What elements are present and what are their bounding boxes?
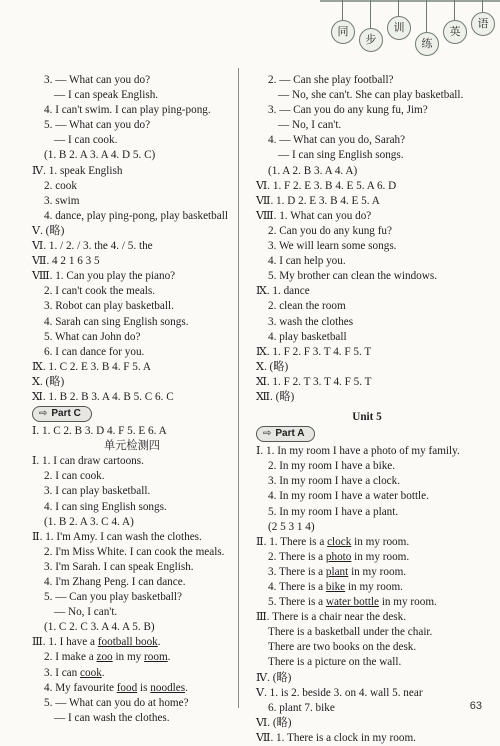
answer-line: Ⅰ. 1. In my room I have a photo of my family. xyxy=(256,445,460,458)
text: . xyxy=(157,636,161,649)
header-line xyxy=(320,0,500,2)
answer-line: 2. I'm Miss White. I can cook the meals. xyxy=(44,545,225,558)
answer-line: (1. B 2. A 3. A 4. D 5. C) xyxy=(44,149,156,162)
header-stem xyxy=(342,0,343,20)
text: Ⅱ. 1. There is a xyxy=(256,535,328,548)
answer-line xyxy=(256,595,478,610)
answer-line: — I can wash the clothes. xyxy=(54,711,170,724)
answer-line: 2. — Can she play football? xyxy=(268,74,394,86)
answer-line: (1. C 2. C 3. A 4. A 5. B) xyxy=(44,621,155,634)
answer-line: Ⅺ. 1. B 2. B 3. A 4. B 5. C 6. C xyxy=(32,390,174,403)
answer-line: 4. I can sing English songs. xyxy=(44,500,167,513)
answer-line: Ⅺ. 1. F 2. T 3. T 4. F 5. T xyxy=(256,375,372,388)
answer-line: Ⅰ. 1. C 2. B 3. D 4. F 5. E 6. A xyxy=(32,425,167,438)
answer-line: 4. Sarah can sing English songs. xyxy=(44,315,189,328)
header-char-1: 同 xyxy=(331,20,355,44)
answer-line: 5. — What can you do? xyxy=(44,119,151,132)
underlined-answer: bike xyxy=(325,581,346,593)
answer-line: 2. cook xyxy=(44,179,77,192)
header-char-6: 语 xyxy=(471,12,495,36)
answer-line: 2. I can't cook the meals. xyxy=(44,285,156,298)
answer-line: 6. plant 7. bike xyxy=(268,701,335,714)
answer-line: — I can sing English songs. xyxy=(278,149,404,162)
answer-line: — No, I can't. xyxy=(54,606,118,619)
answer-line: Ⅻ. (略) xyxy=(256,390,295,403)
right-answer-list xyxy=(256,73,478,405)
header-char-3: 训 xyxy=(387,16,411,40)
answer-line: 5. In my room I have a plant. xyxy=(268,505,399,518)
text: in my room. xyxy=(379,596,437,609)
answer-line: — I can speak English. xyxy=(54,89,159,102)
underlined-answer: zoo xyxy=(96,651,113,664)
answer-line: Ⅳ. (略) xyxy=(256,671,292,684)
text: 3. I can xyxy=(44,666,81,679)
answer-line: 4. I can't swim. I can play ping-pong. xyxy=(44,104,211,117)
section-heading: 单元检测四 xyxy=(104,440,160,453)
answer-line: Ⅴ. 1. is 2. beside 3. on 4. wall 5. near xyxy=(256,686,423,699)
answer-line: 4. In my room I have a water bottle. xyxy=(268,490,429,503)
answer-line: There is a basketball under the chair. xyxy=(268,626,433,639)
answer-line: Ⅳ. 1. speak English xyxy=(32,164,123,177)
part-c-text: Part C xyxy=(51,408,81,420)
answer-line: 3. In my room I have a clock. xyxy=(268,475,401,488)
arrow-right-icon: ⇨ xyxy=(39,408,48,420)
text: 5. There is a xyxy=(268,596,326,609)
left-answer-list xyxy=(32,73,232,405)
answer-line: 5. — Can you play basketball? xyxy=(44,591,182,604)
answer-line: 2. In my room I have a bike. xyxy=(268,460,396,473)
page-number-text: 63 xyxy=(469,700,482,712)
text: . xyxy=(185,681,188,694)
answer-line: Ⅵ. 1. / 2. / 3. the 4. / 5. the xyxy=(32,240,153,253)
answer-line: 3. — Can you do any kung fu, Jim? xyxy=(268,104,428,117)
part-a-text: Part A xyxy=(275,428,305,440)
right-answer-list-2 xyxy=(256,444,478,535)
text: in my room. xyxy=(345,581,403,593)
answer-line: Ⅶ. 1. There is a clock in my room. xyxy=(256,731,416,744)
header-stem xyxy=(398,0,399,16)
answer-line: There are two books on the desk. xyxy=(268,641,417,654)
text: 2. I make a xyxy=(44,651,97,664)
answer-line: There is a picture on the wall. xyxy=(268,656,402,669)
header-char-5: 英 xyxy=(443,20,467,44)
header-stem xyxy=(370,0,371,28)
answer-line: — No, I can't. xyxy=(278,119,342,132)
answer-line: 5. What can John do? xyxy=(44,330,141,343)
arrow-right-icon: ⇨ xyxy=(263,428,272,440)
text: is xyxy=(137,681,151,694)
text: . xyxy=(101,666,105,679)
underlined-answer: football book xyxy=(97,636,158,649)
answer-line: Ⅵ. (略) xyxy=(256,716,292,729)
underlined-answer: cook xyxy=(80,666,102,679)
text: in my xyxy=(112,651,145,664)
answer-line: 3. We will learn some songs. xyxy=(268,240,397,253)
answer-line: (2 5 3 1 4) xyxy=(268,520,315,533)
answer-line xyxy=(256,565,478,580)
answer-line: Ⅹ. (略) xyxy=(32,375,65,388)
underlined-answer: clock xyxy=(327,535,352,548)
answer-line: 3. I can play basketball. xyxy=(44,485,151,498)
underlined-answer: noodles xyxy=(150,681,186,694)
header-char-4: 练 xyxy=(415,32,439,56)
header-char-2: 步 xyxy=(359,28,383,52)
text: 4. There is a xyxy=(268,581,326,593)
answer-line: Ⅰ. 1. I can draw cartoons. xyxy=(32,455,144,468)
answer-line: (1. A 2. B 3. A 4. A) xyxy=(268,164,358,177)
answer-line: 2. Can you do any kung fu? xyxy=(268,224,392,237)
answer-line: Ⅷ. 1. Can you play the piano? xyxy=(32,270,176,283)
text: in my room. xyxy=(351,535,410,548)
page-number xyxy=(436,700,482,728)
answer-line: Ⅷ. 1. What can you do? xyxy=(256,209,372,222)
header-stem xyxy=(454,0,455,20)
right-column xyxy=(256,73,478,746)
answer-line: — No, she can't. She can play basketball. xyxy=(278,89,464,102)
answer-line: 4. dance, play ping-pong, play basketball xyxy=(44,209,228,222)
answer-line: Ⅸ. 1. F 2. F 3. T 4. F 5. T xyxy=(256,345,372,358)
header-stem xyxy=(426,0,427,32)
answer-line: 2. clean the room xyxy=(268,300,346,313)
text: in my room. xyxy=(351,550,410,563)
answer-line: Ⅴ. (略) xyxy=(32,224,65,237)
answer-line xyxy=(32,666,232,681)
answer-line: 3. Robot can play basketball. xyxy=(44,300,174,313)
answer-line: 4. I'm Zhang Peng. I can dance. xyxy=(44,576,186,588)
answer-line: Ⅸ. 1. dance xyxy=(256,285,310,298)
answer-line: Ⅲ. There is a chair near the desk. xyxy=(256,611,407,624)
answer-line: 3. I'm Sarah. I can speak English. xyxy=(44,560,194,573)
unit-heading: Unit 5 xyxy=(352,411,382,424)
answer-line: 4. — What can you do, Sarah? xyxy=(268,134,406,147)
left-column xyxy=(32,73,232,726)
answer-line xyxy=(256,535,478,550)
text: 4. My favourite xyxy=(44,681,117,694)
underlined-answer: photo xyxy=(325,550,352,563)
series-header xyxy=(320,0,500,62)
answer-line xyxy=(32,681,232,696)
answer-line: 3. — What can you do? xyxy=(44,74,151,86)
part-c-label xyxy=(32,406,92,422)
underlined-answer: room xyxy=(144,651,168,664)
answer-line: 3. swim xyxy=(44,194,80,207)
answer-line: 5. My brother can clean the windows. xyxy=(268,270,438,283)
answer-line xyxy=(256,580,478,595)
header-stem xyxy=(482,0,483,12)
text: in my room. xyxy=(348,565,407,578)
answer-line xyxy=(256,550,478,565)
text: . xyxy=(167,651,171,664)
answer-line: Ⅵ. 1. F 2. E 3. B 4. E 5. A 6. D xyxy=(256,179,397,192)
answer-line: — I can cook. xyxy=(54,134,118,147)
left-answer-list-2 xyxy=(32,424,232,635)
part-a-label xyxy=(256,426,315,442)
answer-line: 4. I can help you. xyxy=(268,255,346,268)
underlined-answer: food xyxy=(116,681,138,694)
answer-line: 6. I can dance for you. xyxy=(44,345,145,358)
answer-line: 4. play basketball xyxy=(268,330,347,343)
answer-line: 2. I can cook. xyxy=(44,470,105,483)
text: 3. There is a xyxy=(268,565,326,578)
answer-line: Ⅶ. 4 2 1 6 3 5 xyxy=(32,255,100,268)
underlined-answer: water bottle xyxy=(325,596,380,609)
answer-line: (1. B 2. A 3. C 4. A) xyxy=(44,515,134,528)
underlined-answer: plant xyxy=(325,565,349,578)
answer-line: Ⅸ. 1. C 2. E 3. B 4. F 5. A xyxy=(32,360,151,373)
answer-line: Ⅹ. (略) xyxy=(256,360,289,373)
answer-line xyxy=(32,635,232,650)
column-divider xyxy=(238,68,239,708)
answer-line xyxy=(32,650,232,665)
answer-line: Ⅶ. 1. D 2. E 3. B 4. E 5. A xyxy=(256,194,380,207)
text: Ⅲ. 1. I have a xyxy=(32,636,98,649)
answer-line: 3. wash the clothes xyxy=(268,315,354,328)
answer-line: Ⅱ. 1. I'm Amy. I can wash the clothes. xyxy=(32,530,202,543)
text: 2. There is a xyxy=(268,550,326,563)
answer-line: 5. — What can you do at home? xyxy=(44,696,189,709)
